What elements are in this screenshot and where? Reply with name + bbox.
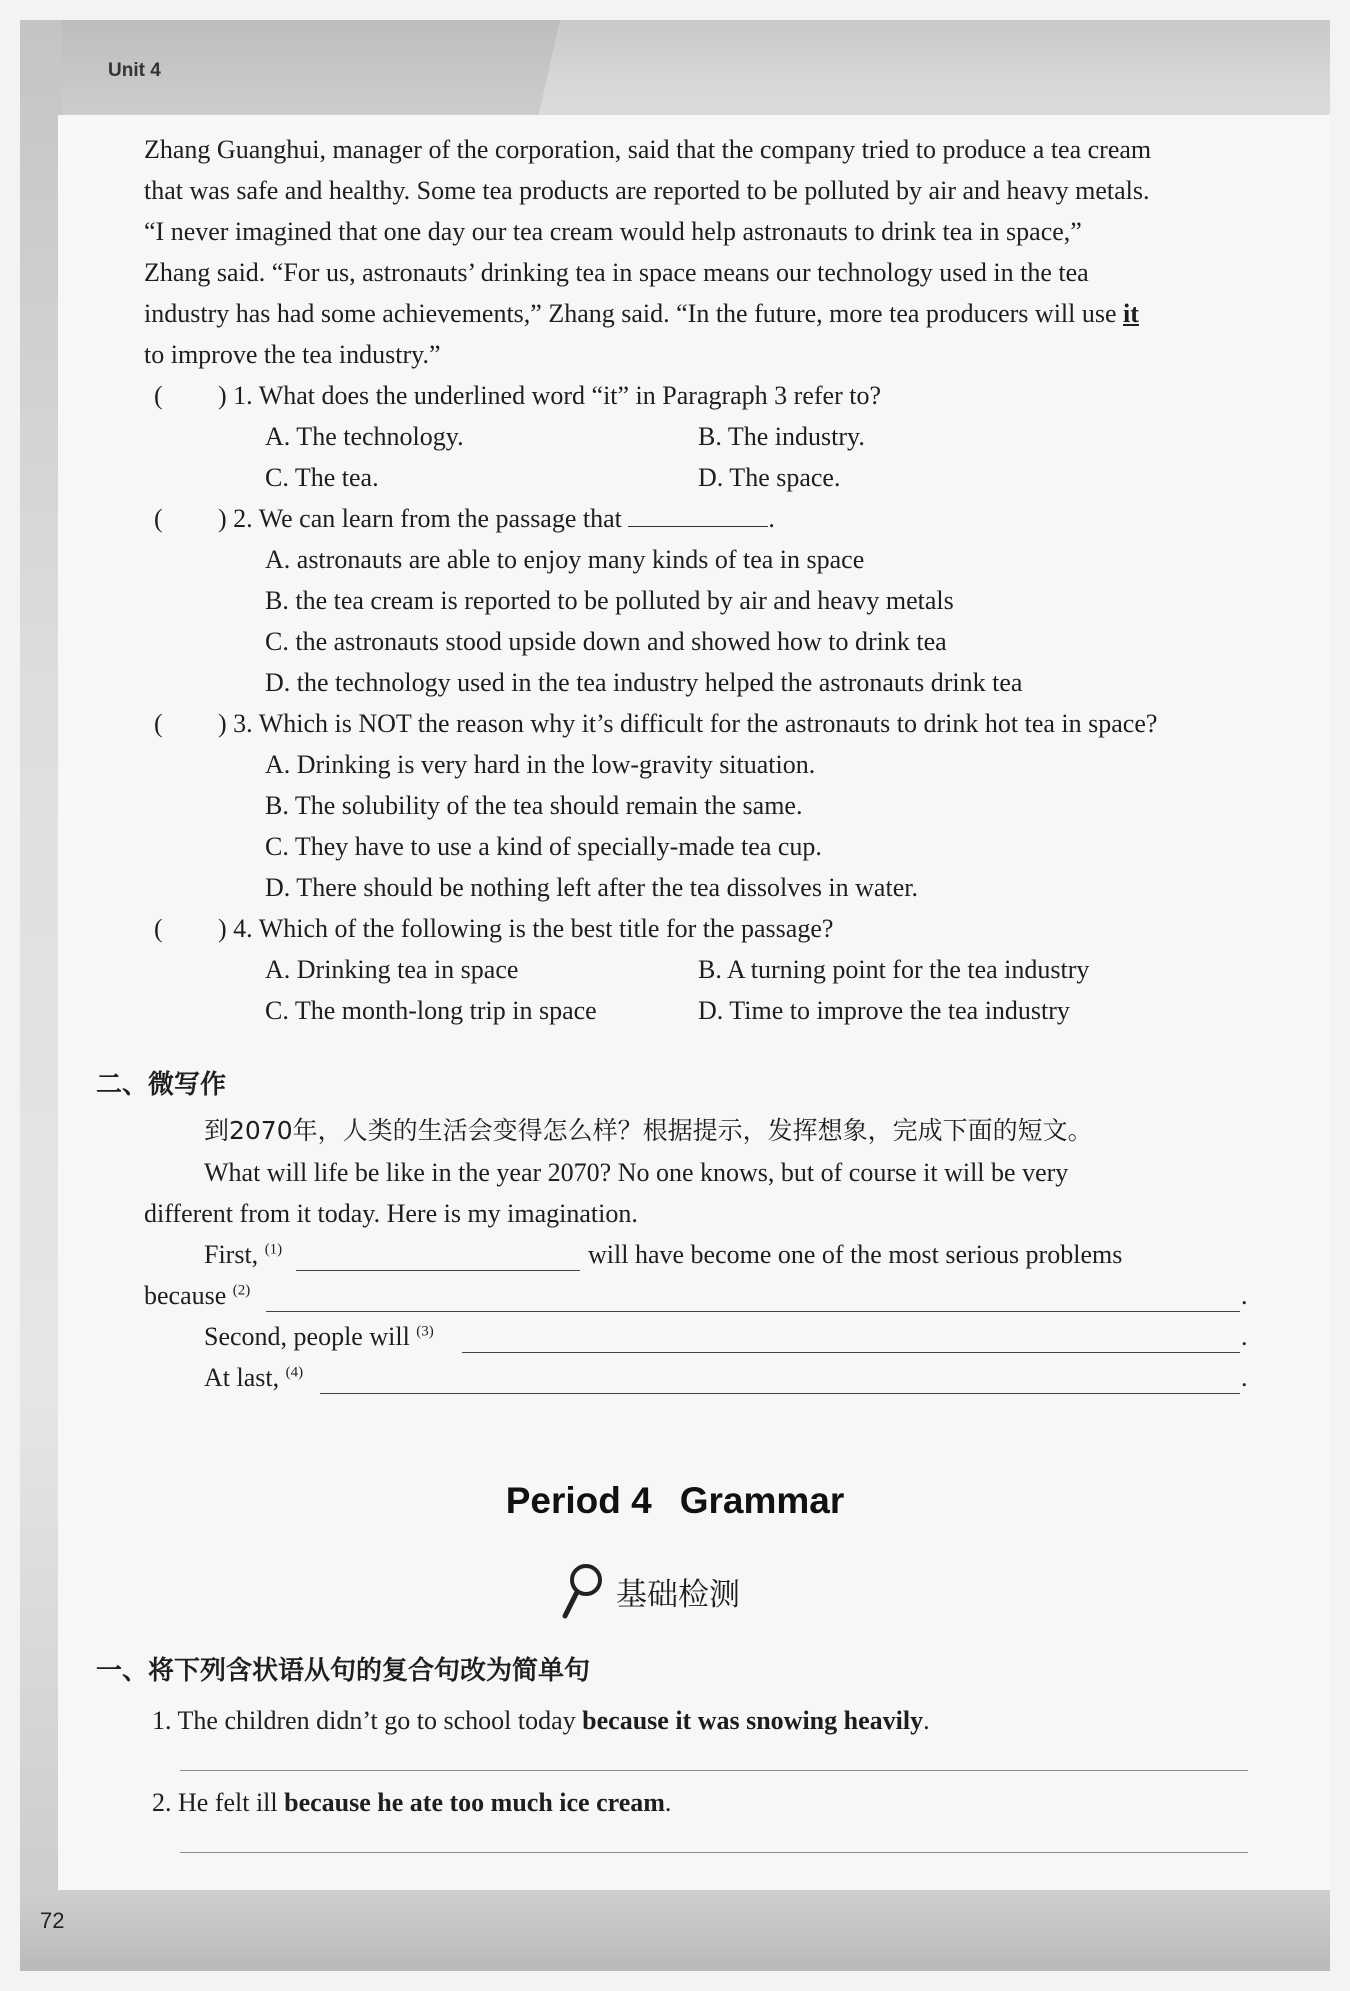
option: B. the tea cream is reported to be polluted by air and heavy metals (265, 586, 954, 615)
option: B. A turning point for the tea industry (698, 955, 1090, 984)
question-stem: ) 4. Which of the following is the best title for the passage? (218, 914, 834, 943)
answer-line-2[interactable] (180, 1852, 1248, 1853)
writing-first-rest: will have become one of the most serious problems (588, 1240, 1123, 1269)
exercise-suffix: . (923, 1706, 930, 1735)
option: C. The tea. (265, 463, 379, 492)
writing-blank-2[interactable] (266, 1311, 1240, 1312)
writing-last-text: At last, (204, 1363, 280, 1392)
option: D. the technology used in the tea industry helped the astronauts drink tea (265, 668, 1023, 697)
period-mark: . (1241, 1363, 1248, 1392)
option: C. The month-long trip in space (265, 996, 597, 1025)
writing-because-text: because (144, 1281, 227, 1310)
option: C. the astronauts stood upside down and showed how to drink tea (265, 627, 947, 656)
basic-test-heading (560, 1562, 740, 1620)
period-mark: . (1241, 1322, 1248, 1351)
writing-second-label (204, 1324, 434, 1350)
option: A. Drinking is very hard in the low-gravity situation. (265, 750, 816, 779)
left-margin-band (20, 20, 65, 1970)
unit-label: Unit 4 (108, 60, 161, 81)
writing-because-label (144, 1283, 250, 1309)
writing-intro: different from it today. Here is my imagination. (144, 1199, 638, 1228)
option: B. The solubility of the tea should remain the same. (265, 791, 803, 820)
exercise-bold: because he ate too much ice cream (284, 1788, 665, 1817)
question-stem: ) 2. We can learn from the passage that . (218, 504, 775, 533)
blank-marker: (4) (285, 1364, 304, 1381)
exercise-suffix: . (664, 1788, 672, 1817)
passage-line: Zhang Guanghui, manager of the corporation, said that the company tried to produce a tea cream (144, 135, 1152, 164)
passage-line-text: industry has had some achievements,” Zhang said. “In the future, more tea producers will use (144, 299, 1124, 328)
question-stem: ) 1. What does the underlined word “it” in Paragraph 3 refer to? (218, 381, 881, 410)
passage-line: Zhang said. “For us, astronauts’ drinking tea in space means our technology used in the tea (144, 258, 1089, 287)
option: A. astronauts are able to enjoy many kinds of tea in space (265, 545, 865, 574)
option: A. The technology. (265, 422, 464, 451)
page-number: 72 (40, 1908, 65, 1933)
writing-second-text: Second, people will (204, 1322, 410, 1351)
passage-line (144, 301, 1139, 327)
writing-instruction: 到2070年，人类的生活会变得怎么样？根据提示，发挥想象，完成下面的短文。 (204, 1116, 1093, 1145)
period-mark: . (1241, 1281, 1248, 1310)
section-heading-grammar: 一、将下列含状语从句的复合句改为简单句 (96, 1656, 591, 1686)
question-stem-text: ) 2. We can learn from the passage that (218, 504, 622, 533)
answer-paren: ( (154, 381, 163, 410)
section-heading-writing: 二、微写作 (96, 1070, 227, 1100)
magnifier-icon (560, 1562, 608, 1620)
exercise-item (152, 1790, 671, 1816)
question-stem: ) 3. Which is NOT the reason why it’s difficult for the astronauts to drink hot tea in space? (218, 709, 1158, 738)
answer-paren: ( (154, 709, 163, 738)
writing-intro: What will life be like in the year 2070? No one knows, but of course it will be very (204, 1158, 1069, 1187)
option: D. Time to improve the tea industry (698, 996, 1070, 1025)
option: B. The industry. (698, 422, 865, 451)
passage-line: that was safe and healthy. Some tea products are reported to be polluted by air and heavy metals. (144, 176, 1150, 205)
footer-band (20, 1890, 1330, 1971)
period-topic: Grammar (679, 1480, 845, 1521)
passage-line: “I never imagined that one day our tea cream would help astronauts to drink tea in space,” (144, 217, 1082, 246)
writing-first-text: First, (204, 1240, 259, 1269)
option: A. Drinking tea in space (265, 955, 519, 984)
exercise-prefix: 2. He felt ill (152, 1788, 285, 1817)
writing-blank-4[interactable] (320, 1393, 1240, 1394)
header-band-accent (20, 20, 560, 116)
blank-marker: (1) (264, 1241, 283, 1258)
underlined-word: it (1123, 299, 1139, 328)
writing-first-label (204, 1242, 282, 1268)
option: D. The space. (698, 463, 841, 492)
exercise-item (152, 1708, 930, 1734)
exercise-bold: because it was snowing heavily (582, 1706, 924, 1735)
answer-line-1[interactable] (180, 1770, 1248, 1771)
option: C. They have to use a kind of specially-made tea cup. (265, 832, 822, 861)
period-title (0, 1480, 1350, 1522)
basic-test-label: 基础检测 (616, 1576, 740, 1613)
writing-blank-3[interactable] (462, 1352, 1240, 1353)
blank-marker: (3) (416, 1323, 434, 1340)
passage-line: to improve the tea industry.” (144, 340, 441, 369)
fill-blank[interactable] (628, 506, 768, 527)
writing-blank-1[interactable] (296, 1270, 580, 1271)
option: D. There should be nothing left after the tea dissolves in water. (265, 873, 918, 902)
answer-paren: ( (154, 914, 163, 943)
exercise-prefix: 1. The children didn’t go to school today (152, 1706, 583, 1735)
answer-paren: ( (154, 504, 163, 533)
writing-last-label (204, 1365, 303, 1391)
period-number: Period 4 (505, 1480, 652, 1521)
blank-marker: (2) (232, 1282, 251, 1299)
